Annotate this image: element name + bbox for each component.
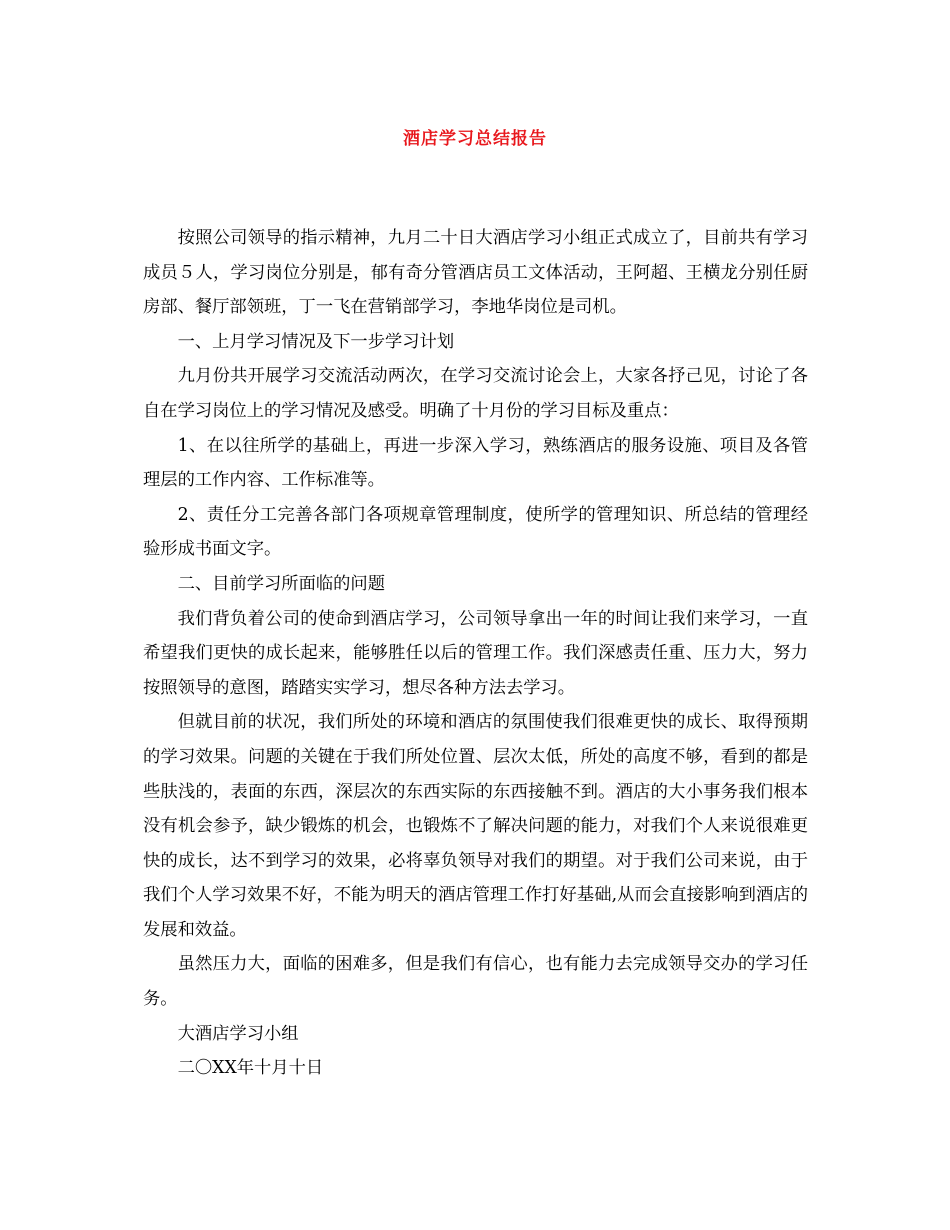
paragraph-problems: 但就目前的状况，我们所处的环境和酒店的氛围使我们很难更快的成长、取得预期的学习效果。问题的关键在于我们所处位置、层次太低，所处的高度不够，看到的都是些肤浅的，表面的东西，深层次的东西实际的东西接触不到。酒店的大小事务我们根本没有机会参予，缺少锻炼的机会，也锻炼不了解决问题的能力，对我们个人来说很难更快的成长，达不到学习的效果，必将辜负领导对我们的期望。对于我们公司来说，由于我们个人学习效果不好，不能为明天的酒店管理工作打好基础,从而会直接影响到酒店的发展和效益。: [143, 712, 808, 940]
list-item-1: 1、在以往所学的基础上，再进一步深入学习，熟练酒店的服务设施、项目及各管理层的工作内容、工作标准等。: [143, 435, 808, 491]
document-title: 酒店学习总结报告: [403, 129, 547, 149]
list-item-2: 2、责任分工完善各部门各项规章管理制度，使所学的管理知识、所总结的管理经验形成书面文字。: [143, 504, 808, 560]
paragraph-confidence: 虽然压力大，面临的困难多，但是我们有信心，也有能力去完成领导交办的学习任务。: [143, 954, 808, 1010]
paragraph-intro: 按照公司领导的指示精神，九月二十日大酒店学习小组正式成立了，目前共有学习成员５人，学习岗位分别是，郁有奇分管酒店员工文体活动，王阿超、王横龙分别任厨房部、餐厅部领班，丁一飞在营销部学习，李地华岗位是司机。: [143, 228, 808, 318]
section-heading-1: 一、上月学习情况及下一步学习计划: [177, 331, 455, 352]
document-body: [143, 221, 808, 1086]
paragraph-september-activities: 九月份共开展学习交流活动两次，在学习交流讨论会上，大家各抒己见，讨论了各自在学习岗位上的学习情况及感受。明确了十月份的学习目标及重点：: [143, 366, 808, 421]
paragraph-mission: 我们背负着公司的使命到酒店学习，公司领导拿出一年的时间让我们来学习，一直希望我们更快的成长起来，能够胜任以后的管理工作。我们深感责任重、压力大，努力按照领导的意图，踏踏实实学习，想尽各种方法去学习。: [143, 608, 808, 698]
section-heading-2: 二、目前学习所面临的问题: [177, 573, 385, 594]
signature-group: 大酒店学习小组: [177, 1023, 299, 1044]
signature-date: 二〇XX年十月十日: [177, 1058, 324, 1079]
